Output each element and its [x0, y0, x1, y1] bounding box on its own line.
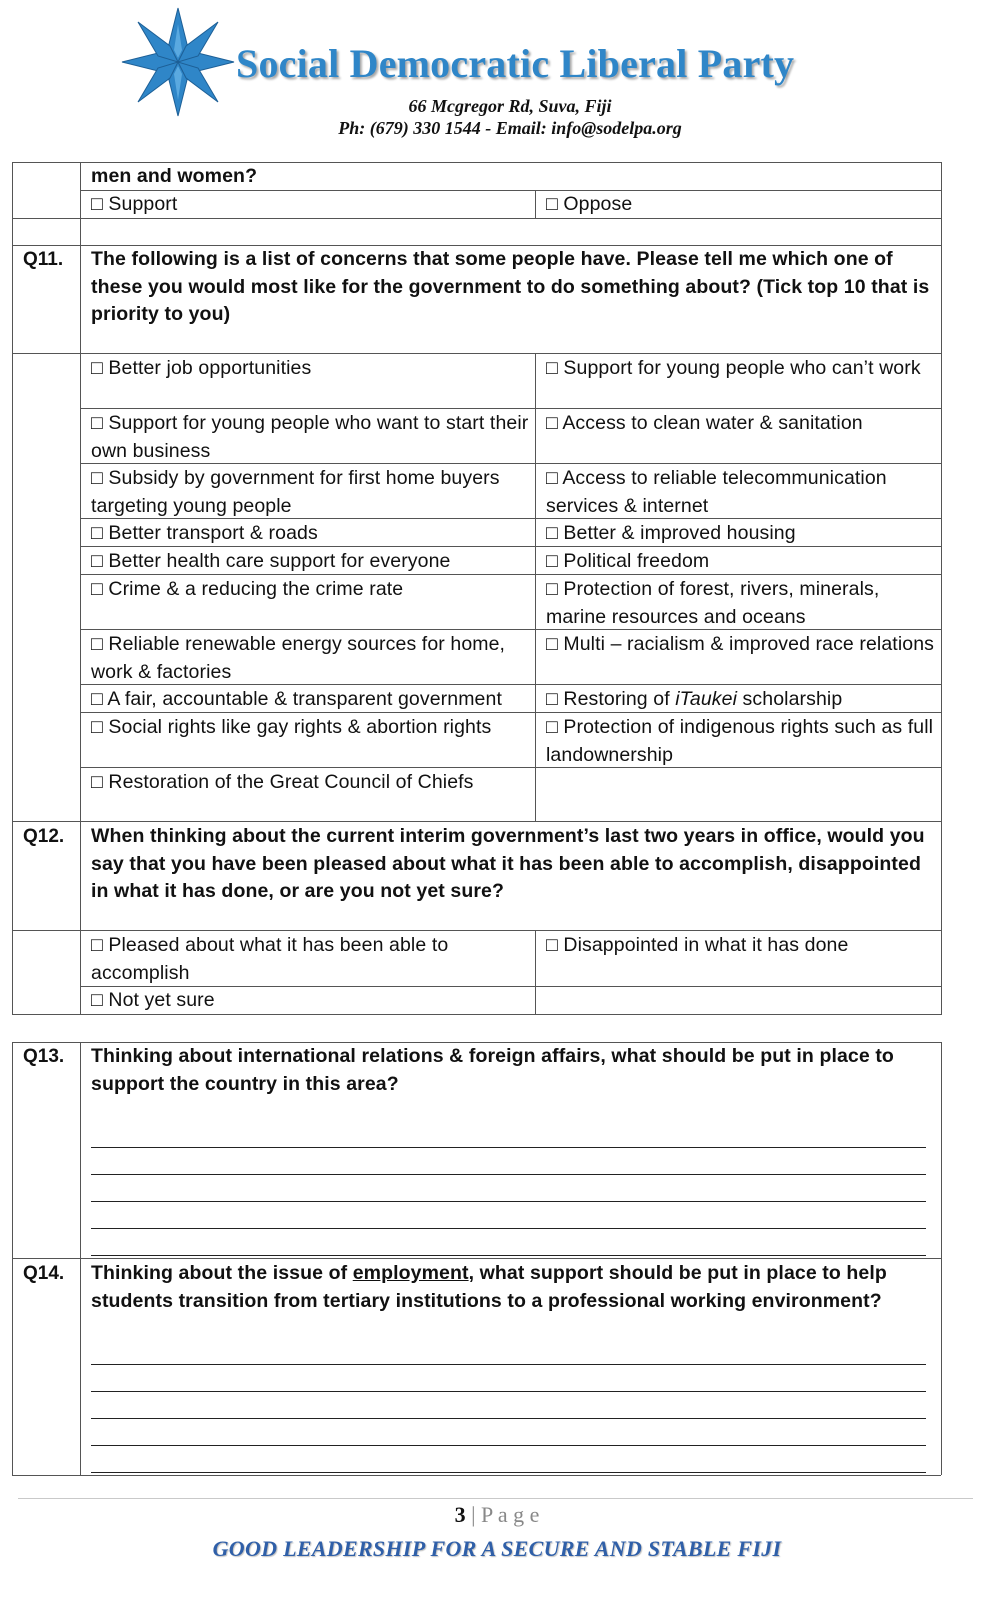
itaukei-suffix: scholarship	[737, 688, 843, 710]
q14-question-suffix: , what support should be put in place to help students transition from tertiary institutions to a professional working environment?	[91, 1262, 887, 1312]
q11-option-great-council[interactable]: □ Restoration of the Great Council of Chiefs	[91, 771, 474, 793]
q13-answer-line[interactable]	[91, 1255, 926, 1256]
q11-option-social-rights[interactable]: □ Social rights like gay rights & abortion rights	[91, 716, 492, 738]
itaukei-word: iTaukei	[675, 688, 738, 710]
page-number-label: | P a g e	[465, 1502, 540, 1527]
q11-option-job-opportunities[interactable]: □ Better job opportunities	[91, 357, 312, 379]
footer-divider	[18, 1498, 973, 1499]
q11-option-young-business[interactable]: □ Support for young people who want to start their own business	[91, 412, 529, 462]
q14-answer-line[interactable]	[91, 1472, 926, 1473]
party-contact: Ph: (679) 330 1544 - Email: info@sodelpa.org	[338, 118, 682, 138]
q11-option-transport[interactable]: □ Better transport & roads	[91, 522, 318, 544]
footer-slogan: GOOD LEADERSHIP FOR A SECURE AND STABLE FIJI	[212, 1536, 782, 1561]
q11-option-environment[interactable]: □ Protection of forest, rivers, minerals, marine resources and oceans	[546, 578, 880, 628]
q11-option-multiracialism[interactable]: □ Multi – racialism & improved race relations	[546, 633, 934, 655]
q12-option-disappointed[interactable]: □ Disappointed in what it has done	[546, 934, 849, 956]
q12-number: Q12.	[23, 826, 65, 847]
q11-option-health-care[interactable]: □ Better health care support for everyone	[91, 550, 451, 572]
q14-number: Q14.	[23, 1263, 65, 1284]
q13-number: Q13.	[23, 1046, 65, 1067]
q14-question-prefix: Thinking about the issue of	[91, 1262, 353, 1284]
q14-answer-line[interactable]	[91, 1364, 926, 1365]
q13-answer-line[interactable]	[91, 1201, 926, 1202]
party-address: 66 Mcgregor Rd, Suva, Fiji	[408, 96, 612, 116]
q14-answer-line[interactable]	[91, 1391, 926, 1392]
page-number-value: 3	[454, 1502, 466, 1527]
q11-option-political-freedom[interactable]: □ Political freedom	[546, 550, 710, 572]
q10-question-tail: men and women?	[91, 165, 258, 187]
q10-option-oppose[interactable]: □ Oppose	[546, 193, 633, 215]
page-number	[0, 1502, 994, 1528]
q11-option-indigenous-rights[interactable]: □ Protection of indigenous rights such as full landownership	[546, 716, 934, 766]
q14-answer-line[interactable]	[91, 1445, 926, 1446]
q10-option-support[interactable]: □ Support	[91, 193, 178, 215]
q11-option-housing[interactable]: □ Better & improved housing	[546, 522, 796, 544]
q11-option-renewable-energy[interactable]: □ Reliable renewable energy sources for home, work & factories	[91, 633, 506, 683]
q12-option-pleased[interactable]: □ Pleased about what it has been able to accomplish	[91, 934, 449, 984]
itaukei-prefix: □ Restoring of	[546, 688, 676, 710]
q11-option-crime[interactable]: □ Crime & a reducing the crime rate	[91, 578, 404, 600]
q11-option-itaukei-scholarship[interactable]	[546, 686, 936, 714]
q11-option-home-buyers[interactable]: □ Subsidy by government for first home buyers targeting young people	[91, 467, 500, 517]
q14-question	[91, 1260, 933, 1315]
q11-number: Q11.	[23, 249, 64, 270]
q11-option-telecom[interactable]: □ Access to reliable telecommunication services & internet	[546, 467, 887, 517]
q14-answer-line[interactable]	[91, 1418, 926, 1419]
survey-form-table	[12, 0, 972, 1600]
q13-answer-line[interactable]	[91, 1174, 926, 1175]
q13-answer-line[interactable]	[91, 1147, 926, 1148]
q13-question: Thinking about international relations & foreign affairs, what should be put in place to support the country in this area?	[91, 1045, 894, 1095]
q11-option-young-cant-work[interactable]: □ Support for young people who can’t work	[546, 357, 921, 379]
q11-option-fair-government[interactable]: □ A fair, accountable & transparent government	[91, 688, 502, 710]
q12-question: When thinking about the current interim government’s last two years in office, would you say that you have been pleased about what it has been able to accomplish, disappointed in what it has done, or are you not yet sure?	[91, 825, 925, 902]
q14-question-underlined: employment	[352, 1262, 469, 1284]
q11-option-clean-water[interactable]: □ Access to clean water & sanitation	[546, 412, 863, 434]
q12-option-not-sure[interactable]: □ Not yet sure	[91, 989, 215, 1011]
q13-answer-line[interactable]	[91, 1228, 926, 1229]
q11-question: The following is a list of concerns that some people have. Please tell me which one of these you would most like for the government to do something about? (Tick top 10 that is priority to you)	[91, 248, 930, 325]
party-name: Social Democratic Liberal Party	[236, 41, 795, 86]
